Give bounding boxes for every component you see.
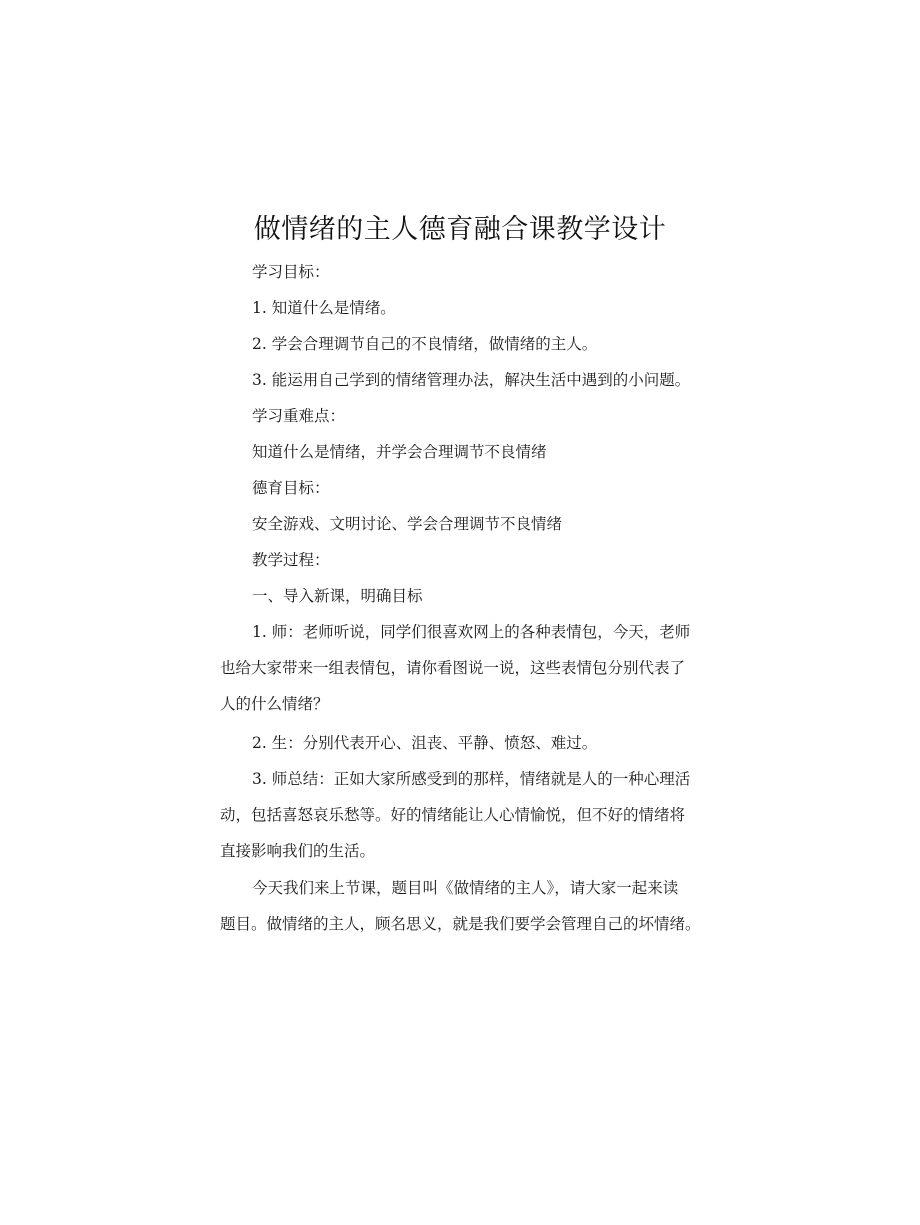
paragraph-3-line-2: 动，包括喜怒哀乐愁等。好的情绪能让人心情愉悦，但不好的情绪将 [220,806,686,824]
paragraph-3-line-1: 3. 师总结：正如大家所感受到的那样，情绪就是人的一种心理活 [252,770,691,788]
heading-moral-goals: 德育目标： [252,479,330,497]
paragraph-1-line-3: 人的什么情绪？ [220,695,329,713]
heading-learning-goals: 学习目标： [252,263,330,281]
goal-item-1: 1. 知道什么是情绪。 [252,299,396,317]
paragraph-1-line-1: 1. 师：老师听说，同学们很喜欢网上的各种表情包，今天，老师 [252,623,691,641]
paragraph-3-line-3: 直接影响我们的生活。 [220,842,376,860]
paragraph-4-line-1: 今天我们来上节课，题目叫《做情绪的主人》，请大家一起来读 [252,879,679,897]
goal-item-3: 3. 能运用自己学到的情绪管理办法，解决生活中遇到的小问题。 [252,371,691,389]
heading-key-points: 学习重难点： [252,407,346,425]
paragraph-4-line-2: 题目。做情绪的主人，顾名思义，就是我们要学会管理自己的坏情绪。 [220,915,701,933]
goal-item-2: 2. 学会合理调节自己的不良情绪，做情绪的主人。 [252,335,598,353]
section-1-heading: 一、导入新课，明确目标 [252,587,423,605]
key-points-text: 知道什么是情绪，并学会合理调节不良情绪 [252,443,547,461]
document-title: 做情绪的主人德育融合课教学设计 [253,214,667,245]
paragraph-2: 2. 生：分别代表开心、沮丧、平静、愤怒、难过。 [252,734,598,752]
heading-teaching-process: 教学过程： [252,551,330,569]
moral-goals-text: 安全游戏、文明讨论、学会合理调节不良情绪 [252,515,563,533]
paragraph-1-line-2: 也给大家带来一组表情包，请你看图说一说，这些表情包分别代表了 [220,659,686,677]
